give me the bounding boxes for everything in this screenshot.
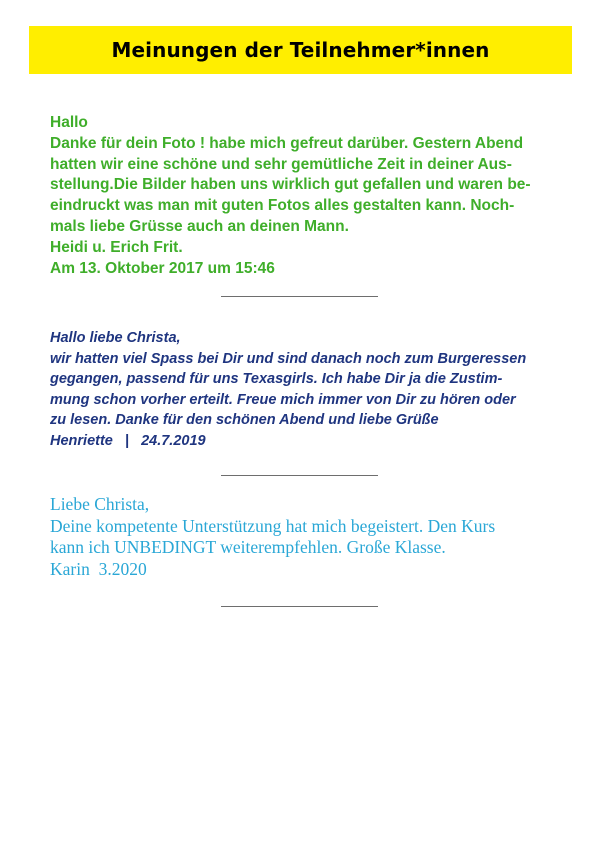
testimonial-heidi-erich xyxy=(50,113,531,279)
testimonial-line: Hallo liebe Christa, xyxy=(50,330,181,346)
testimonial-line: Liebe Christa, xyxy=(50,494,150,514)
testimonial-date: Am 13. Oktober 2017 um 15:46 xyxy=(50,259,275,277)
testimonial-line: hatten wir eine schöne und sehr gemütliche Zeit in deiner Aus- xyxy=(50,155,512,173)
divider xyxy=(221,606,378,607)
testimonial-line: stellung.Die Bilder haben uns wirklich gut gefallen und waren be- xyxy=(50,176,531,194)
testimonial-line: gegangen, passend für uns Texasgirls. Ich habe Dir ja die Zustim- xyxy=(50,371,503,387)
page-title: Meinungen der Teilnehmer*innen xyxy=(111,38,490,62)
testimonial-line: Deine kompetente Unterstützung hat mich begeistert. Den Kurs xyxy=(50,515,496,536)
testimonial-signature: Henriette | 24.7.2019 xyxy=(50,432,206,449)
testimonial-line: mals liebe Grüsse auch an deinen Mann. xyxy=(50,217,349,235)
testimonial-line: zu lesen. Danke für den schönen Abend und liebe Grüße xyxy=(50,412,439,428)
testimonial-line: Danke für dein Foto ! habe mich gefreut darüber. Gestern Abend xyxy=(50,134,524,152)
testimonial-signature: Karin 3.2020 xyxy=(50,558,147,579)
testimonial-line: Hallo xyxy=(50,114,88,131)
testimonial-line: mung schon vorher erteilt. Freue mich immer von Dir zu hören oder xyxy=(50,391,516,408)
title-banner xyxy=(29,26,572,74)
testimonial-signature: Heidi u. Erich Frit. xyxy=(50,238,183,256)
testimonial-line: wir hatten viel Spass bei Dir und sind danach noch zum Burgeressen xyxy=(50,350,527,367)
testimonial-line: kann ich UNBEDINGT weiterempfehlen. Große Klasse. xyxy=(50,537,446,558)
divider xyxy=(221,296,378,297)
testimonial-karin xyxy=(50,494,495,580)
testimonial-henriette xyxy=(50,328,526,451)
testimonial-line: eindruckt was man mit guten Fotos alles gestalten kann. Noch- xyxy=(50,197,515,215)
divider xyxy=(221,475,378,476)
